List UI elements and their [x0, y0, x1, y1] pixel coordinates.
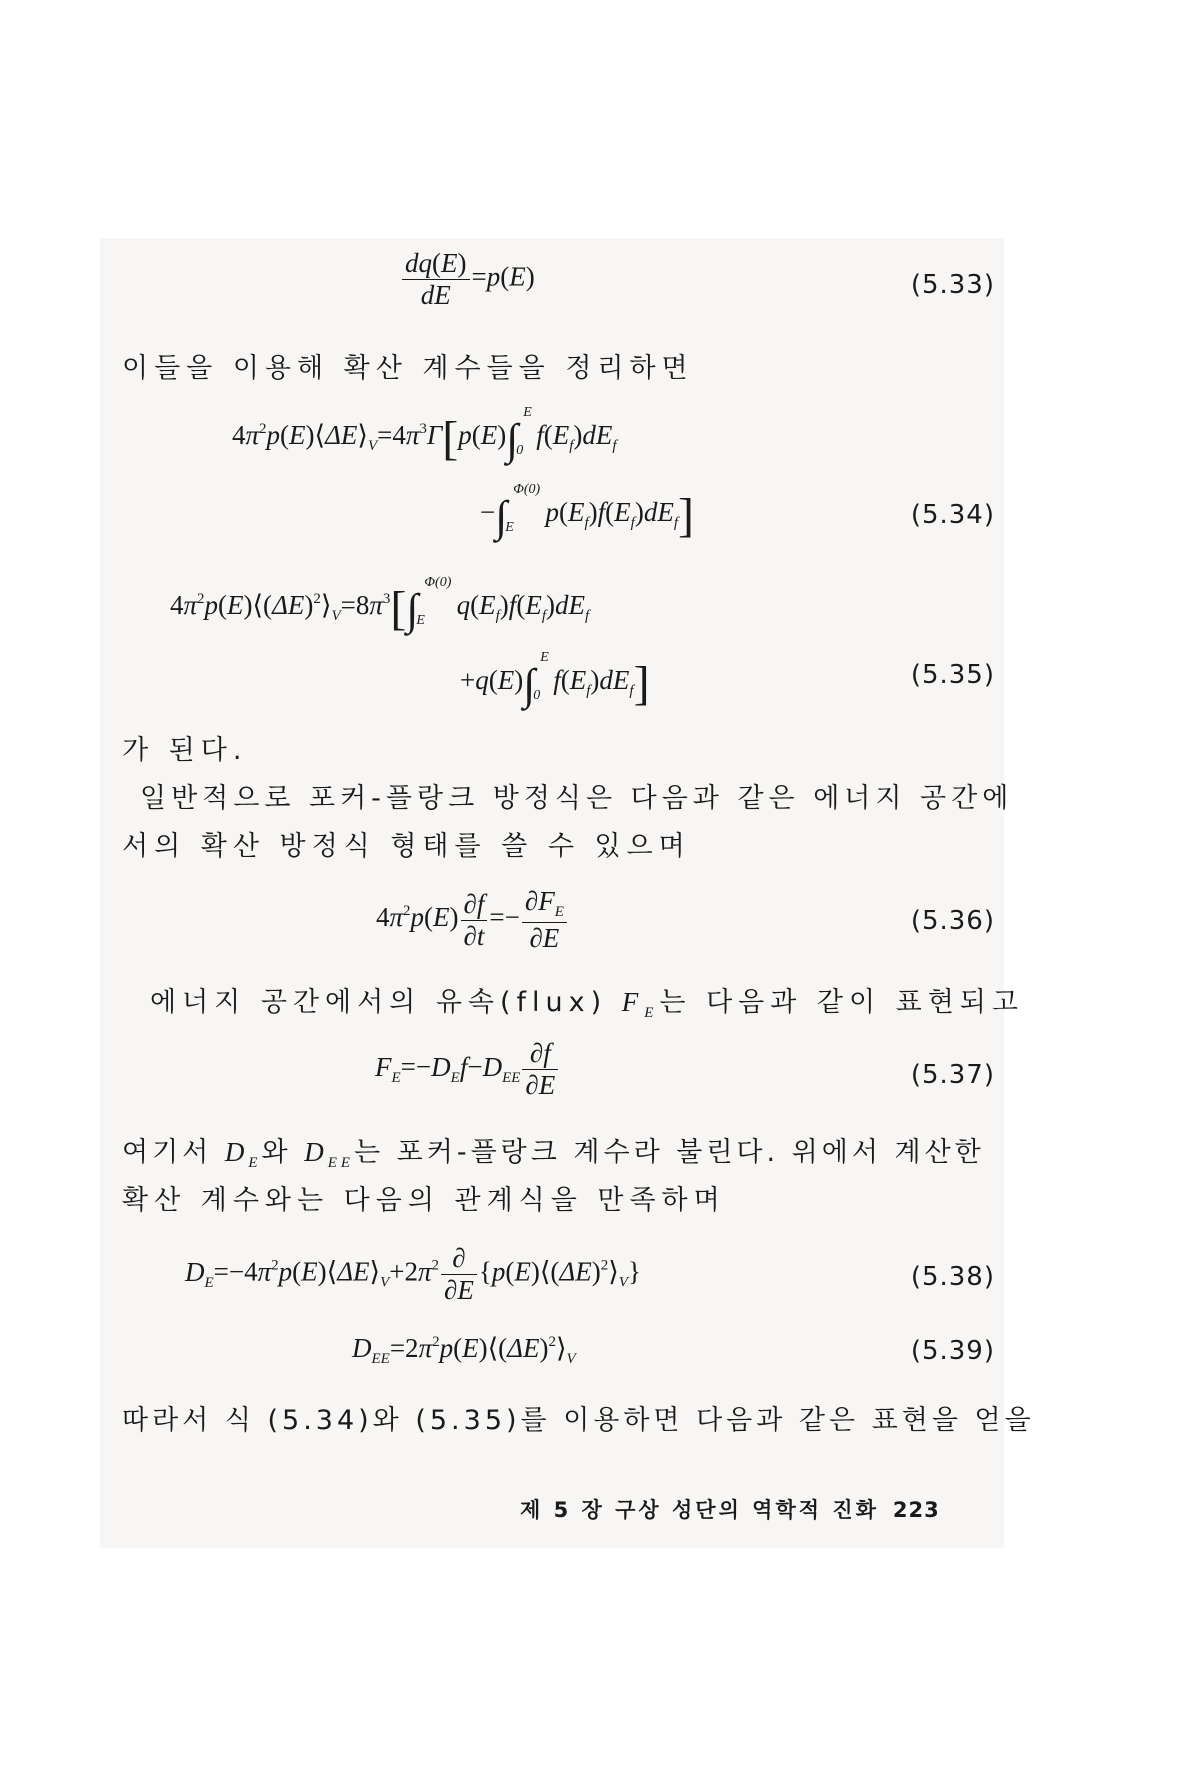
page-footer — [520, 1494, 940, 1524]
chapter-title: 제 5 장 구상 성단의 역학적 진화 — [520, 1498, 879, 1522]
equation-number: (5.35) — [910, 660, 995, 690]
paragraph-line: 가 된다. — [122, 735, 248, 766]
paragraph-line: 따라서 식 (5.34)와 (5.35)를 이용하면 다음과 같은 표현을 얻을 — [122, 1405, 1035, 1436]
equation-number: (5.34) — [910, 500, 995, 530]
equation-5-35-line1: $4\pi^2p(E)⟨(\Delta E)^2⟩_V=8\pi^3[\int$ Φ(0) E $q(E_f)f(E_f)dE_f$ — [170, 575, 590, 635]
equation-5-39: $D_{EE}=2\pi^2p(E)⟨(\Delta E)^2⟩_V$ — [352, 1333, 576, 1367]
equation-5-35-line2: +q(E)∫ E 0 $f(E_f)dE_f$] — [460, 650, 650, 710]
paragraph-line: 일반적으로 포커-플랑크 방정식은 다음과 같은 에너지 공간에 — [140, 783, 1014, 814]
equation-number: (5.33) — [910, 270, 995, 300]
text-span: 에너지 공간에서의 유속(flux) — [150, 987, 622, 1018]
paragraph-line: 여기서 $D_E$와 $D_{EE}$는 포커-플랑크 계수라 불린다. 위에서 계산한 — [122, 1137, 985, 1171]
text-span: 는 포커-플랑크 계수라 불린다. 위에서 계산한 — [354, 1137, 985, 1168]
equation-5-34-line2: −∫ Φ(0) E $p(E_f)f(E_f)dE_f$] — [480, 482, 694, 542]
equation-number: (5.36) — [910, 906, 995, 936]
paragraph-line: 이들을 이용해 확산 계수들을 정리하면 — [122, 353, 694, 384]
text-span: 는 다음과 같이 표현되고 — [659, 987, 1024, 1018]
equation-5-38: $D_E=-4\pi^2p(E)⟨\Delta E⟩_V+2\pi^2$ $\frac{\partial}{\partial E}$ $\{p(E)⟨(\Delta E)^2⟩_V\}$ — [185, 1243, 641, 1305]
page-number: 223 — [892, 1498, 940, 1522]
paragraph-line: 확산 계수와는 다음의 관계식을 만족하며 — [122, 1185, 726, 1216]
equation-5-33: $\frac{dq(E)}{dE}$ =p(E) — [400, 250, 535, 309]
text-span: 여기서 — [122, 1137, 225, 1168]
equation-5-37: $F_E=-D_Ef-D_{EE}$ $\frac{\partial f}{\partial E}$ — [375, 1040, 560, 1099]
equation-5-34-line1: $4\pi^2p(E)⟨\Delta E⟩_V=4\pi^3\Gamma[p(E)\int$ E 0 $f(E_f)dE_f$ — [232, 405, 617, 465]
equation-number: (5.37) — [910, 1060, 995, 1090]
paragraph-line: 에너지 공간에서의 유속(flux) $F_E$는 다음과 같이 표현되고 — [150, 987, 1024, 1021]
equation-number: (5.38) — [910, 1262, 995, 1292]
paragraph-line: 서의 확산 방정식 형태를 쓸 수 있으며 — [122, 831, 691, 862]
equation-5-36: $4\pi^2p(E)$ $\frac{\partial f}{\partial t}$ =− $\frac{\partial F_E}{\partial E}$ — [376, 888, 569, 952]
equation-number: (5.39) — [910, 1336, 995, 1366]
text-span: 와 — [261, 1137, 305, 1168]
